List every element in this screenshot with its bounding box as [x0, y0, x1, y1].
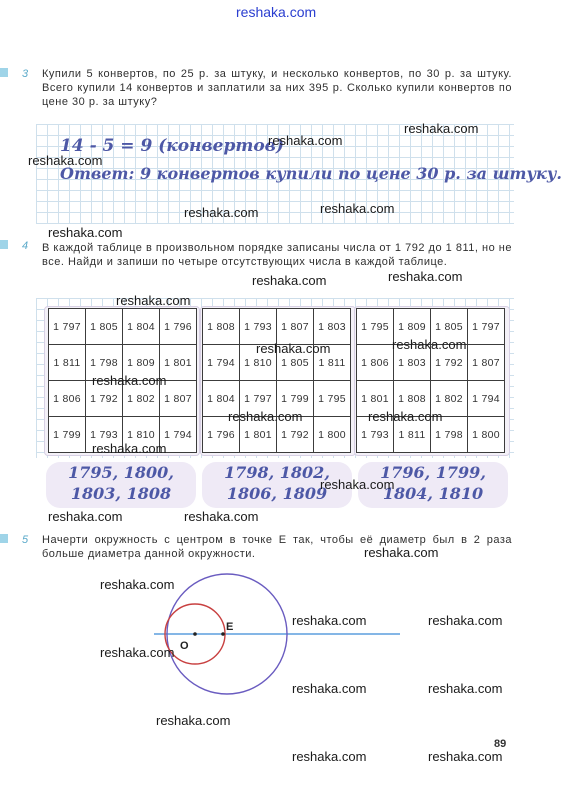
- table-cell: 1 795: [314, 381, 351, 417]
- watermark: reshaka.com: [320, 477, 395, 492]
- watermark: reshaka.com: [364, 545, 439, 560]
- task-4-text: В каждой таблице в произвольном порядке записаны числа от 1 792 до 1 811, но не все. Найди и запиши по четыре отсутствующих числа в каждой таблице.: [42, 242, 512, 268]
- table-cell: 1 798: [86, 345, 123, 381]
- watermark: reshaka.com: [268, 133, 343, 148]
- table-cell: 1 792: [277, 417, 314, 453]
- watermark: reshaka.com: [368, 409, 443, 424]
- table-row: [49, 309, 197, 345]
- watermark: reshaka.com: [116, 293, 191, 308]
- answer-3-line-2: 1804, 1810: [382, 484, 484, 503]
- task-5-number: 5: [22, 534, 29, 546]
- label-o: O: [180, 640, 189, 652]
- answer-3-line-1: 1796, 1799,: [380, 463, 486, 482]
- watermark: reshaka.com: [156, 713, 231, 728]
- watermark: reshaka.com: [28, 153, 103, 168]
- task-3-text: Купили 5 конвертов, по 25 р. за штуку, и несколько конвертов, по 30 р. за штуку. Всего купили 14 конвертов и заплатили за них 395 р. Сколько купили конвертов по цене 30 р. за штуку?: [42, 68, 512, 108]
- table-cell: 1 801: [160, 345, 197, 381]
- task-marker-bar: [0, 534, 8, 543]
- table-cell: 1 809: [123, 345, 160, 381]
- watermark: reshaka.com: [184, 509, 259, 524]
- answer-1-line-2: 1803, 1808: [70, 484, 172, 503]
- watermark: reshaka.com: [48, 225, 123, 240]
- table-cell: 1 808: [394, 381, 431, 417]
- table-cell: 1 794: [203, 345, 240, 381]
- point-o: [193, 632, 197, 636]
- watermark: reshaka.com: [320, 201, 395, 216]
- table-cell: 1 804: [123, 309, 160, 345]
- watermark: reshaka.com: [392, 337, 467, 352]
- table-cell: 1 810: [240, 345, 277, 381]
- table-cell: 1 807: [468, 345, 505, 381]
- table-cell: 1 797: [240, 381, 277, 417]
- table-cell: 1 801: [240, 417, 277, 453]
- table-cell: 1 804: [203, 381, 240, 417]
- circle-drawing: [150, 566, 410, 706]
- watermark: reshaka.com: [428, 681, 503, 696]
- table-cell: 1 799: [277, 381, 314, 417]
- table-cell: 1 794: [160, 417, 197, 453]
- page-number: 89: [494, 738, 507, 750]
- table-cell: 1 808: [203, 309, 240, 345]
- watermark: reshaka.com: [184, 205, 259, 220]
- table-cell: 1 793: [357, 417, 394, 453]
- watermark: reshaka.com: [100, 645, 175, 660]
- task-3-solution: 14 - 5 = 9 (конвертов): [60, 136, 284, 156]
- number-table-3: [356, 308, 505, 453]
- watermark: reshaka.com: [92, 373, 167, 388]
- answer-2-line-1: 1798, 1802,: [224, 463, 330, 482]
- table-row: [203, 309, 351, 345]
- task-3-answer: Ответ: 9 конвертов купили по цене 30 р. за штуку.: [60, 164, 562, 183]
- number-table-2: [202, 308, 351, 453]
- watermark: reshaka.com: [92, 441, 167, 456]
- table-cell: 1 811: [49, 345, 86, 381]
- watermark: reshaka.com: [228, 409, 303, 424]
- table-cell: 1 799: [49, 417, 86, 453]
- watermark: reshaka.com: [428, 613, 503, 628]
- table-cell: 1 797: [49, 309, 86, 345]
- watermark: reshaka.com: [292, 613, 367, 628]
- task-marker-bar: [0, 240, 8, 249]
- table-cell: 1 796: [160, 309, 197, 345]
- answer-1-line-1: 1795, 1800,: [68, 463, 174, 482]
- watermark: reshaka.com: [252, 273, 327, 288]
- answer-2-line-2: 1806, 1809: [226, 484, 328, 503]
- watermark: reshaka.com: [388, 269, 463, 284]
- table-cell: 1 805: [431, 309, 468, 345]
- watermark: reshaka.com: [100, 577, 175, 592]
- table-cell: 1 800: [314, 417, 351, 453]
- table-cell: 1 802: [431, 381, 468, 417]
- table-cell: 1 792: [86, 381, 123, 417]
- task-5-text: Начерти окружность с центром в точке Е так, чтобы её диаметр был в 2 раза больше диаметра данной окружности.: [42, 534, 512, 560]
- table-cell: 1 800: [468, 417, 505, 453]
- table-cell: 1 792: [431, 345, 468, 381]
- watermark: reshaka.com: [292, 681, 367, 696]
- task-4-number: 4: [22, 240, 29, 252]
- table-cell: 1 801: [357, 381, 394, 417]
- table-cell: 1 793: [86, 417, 123, 453]
- table-cell: 1 798: [431, 417, 468, 453]
- table-cell: 1 806: [49, 381, 86, 417]
- table-cell: 1 810: [123, 417, 160, 453]
- table-cell: 1 807: [277, 309, 314, 345]
- label-e: E: [226, 621, 234, 633]
- point-e: [221, 632, 225, 636]
- watermark: reshaka.com: [292, 749, 367, 764]
- table-cell: 1 807: [160, 381, 197, 417]
- table-cell: 1 806: [357, 345, 394, 381]
- watermark: reshaka.com: [256, 341, 331, 356]
- table-cell: 1 793: [240, 309, 277, 345]
- watermark-top: reshaka.com: [236, 4, 317, 20]
- watermark: reshaka.com: [48, 509, 123, 524]
- table-cell: 1 811: [314, 345, 351, 381]
- table-cell: 1 803: [314, 309, 351, 345]
- answer-banner-1: [46, 462, 196, 508]
- task-3-number: 3: [22, 68, 29, 80]
- table-cell: 1 805: [86, 309, 123, 345]
- table-cell: 1 802: [123, 381, 160, 417]
- table-cell: 1 809: [394, 309, 431, 345]
- task-marker-bar: [0, 68, 8, 77]
- table-cell: 1 803: [394, 345, 431, 381]
- table-cell: 1 805: [277, 345, 314, 381]
- table-cell: 1 797: [468, 309, 505, 345]
- table-cell: 1 795: [357, 309, 394, 345]
- table-cell: 1 796: [203, 417, 240, 453]
- table-cell: 1 811: [394, 417, 431, 453]
- table-cell: 1 794: [468, 381, 505, 417]
- watermark: reshaka.com: [404, 121, 479, 136]
- watermark: reshaka.com: [428, 749, 503, 764]
